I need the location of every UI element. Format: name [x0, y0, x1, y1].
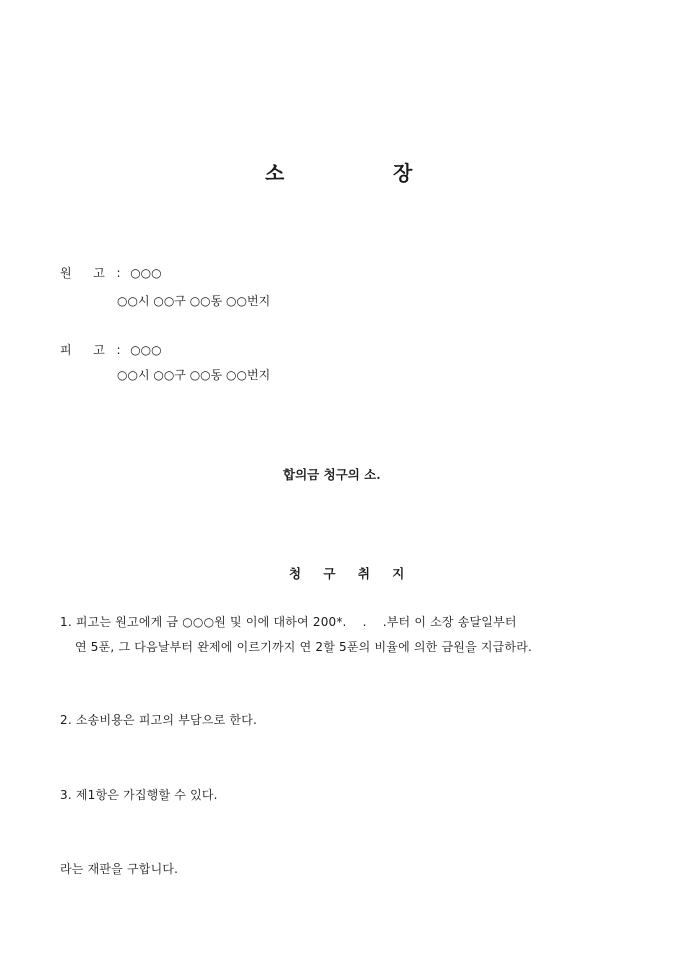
- defendant-label-1: 피: [60, 343, 72, 357]
- title-char-jang: 장: [393, 161, 413, 185]
- defendant-colon: :: [116, 343, 121, 357]
- defendant-name: ○○○: [130, 343, 162, 357]
- plaintiff-label-1: 원: [60, 266, 72, 280]
- claim-2: 2. 소송비용은 피고의 부담으로 한다.: [60, 713, 258, 727]
- closing-sentence: 라는 재판을 구합니다.: [60, 862, 179, 876]
- plaintiff-address: ○○시 ○○구 ○○동 ○○번지: [117, 294, 271, 308]
- case-name: 합의금 청구의 소.: [283, 467, 381, 482]
- defendant-address: ○○시 ○○구 ○○동 ○○번지: [117, 368, 271, 382]
- defendant-label-2: 고: [93, 343, 105, 357]
- plaintiff-block: [60, 264, 162, 281]
- title-char-so: 소: [265, 161, 285, 185]
- claim-1-line-2: 연 5푼, 그 다음날부터 완제에 이르기까지 연 2할 5푼의 비율에 의한 금원을 지급하라.: [75, 640, 533, 654]
- claim-3: 3. 제1항은 가집행할 수 있다.: [60, 788, 218, 802]
- defendant-block: [60, 341, 162, 358]
- claim-heading: 청 구 취 지: [289, 566, 414, 581]
- plaintiff-label-2: 고: [93, 266, 105, 280]
- claim-1-line-1: 1. 피고는 원고에게 금 ○○○원 및 이에 대하여 200*. . .부터 이 소장 송달일부터: [60, 615, 517, 629]
- plaintiff-name: ○○○: [130, 266, 162, 280]
- plaintiff-colon: :: [116, 266, 121, 280]
